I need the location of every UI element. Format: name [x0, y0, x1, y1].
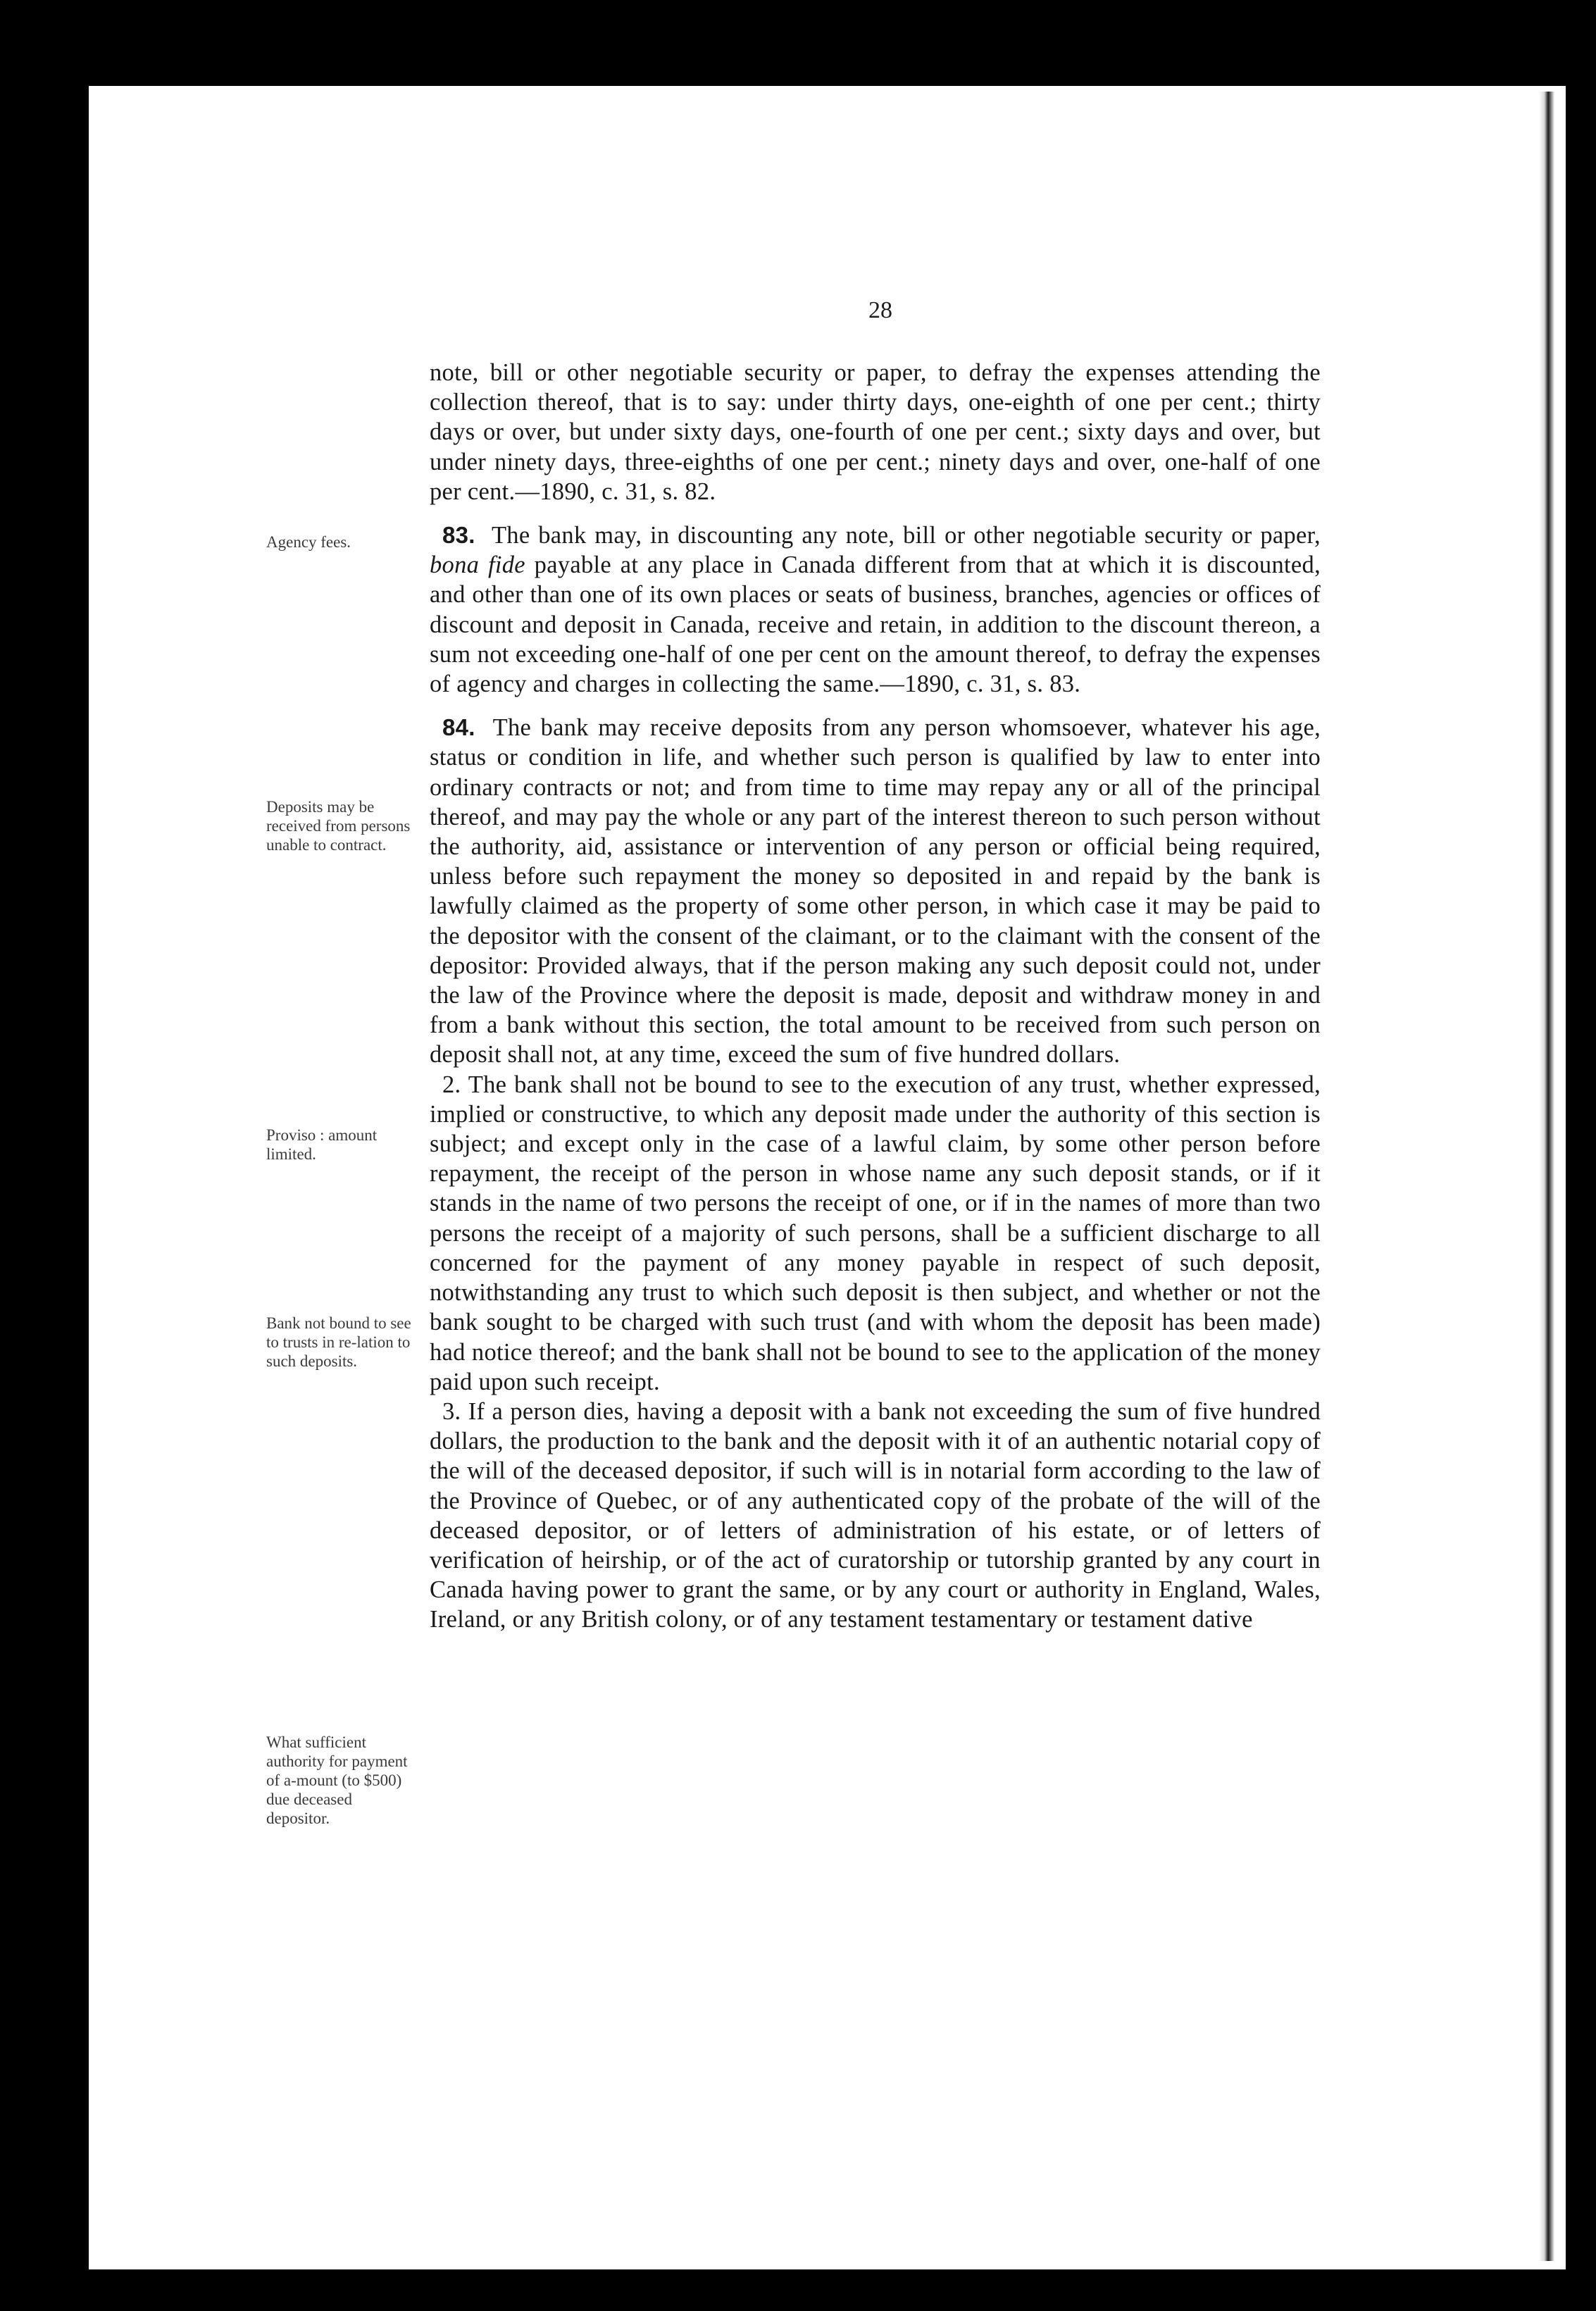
- section-84: [430, 713, 1321, 1069]
- page-number: 28: [868, 297, 892, 323]
- section-83-latin: bona fide: [430, 552, 525, 579]
- body-text: [430, 358, 1321, 1635]
- margin-note-deposits: Deposits may be received from persons unable to contract.: [266, 798, 411, 854]
- margin-note-proviso: Proviso : amount limited.: [266, 1126, 378, 1163]
- margin-note-agency-fees: Agency fees.: [266, 533, 351, 551]
- section-83-number: 83.: [442, 522, 475, 549]
- section-83-text-1: The bank may, in discounting any note, bill or other negotiable security or paper,: [491, 522, 1321, 549]
- section-84-number: 84.: [442, 714, 475, 741]
- section-84-text: The bank may receive deposits from any person whomsoever, whatever his age, status or condition in life, and whether such person is qualified by law to enter into ordinary contracts or not; and from time to time may repay any or all of the principal thereof, and may pay the whole or any part of the interest thereon to such person without the authority, aid, assistance or intervention of any person or official being required, unless before such repayment the money so deposited in and repaid by the bank is lawfully claimed as the property of some other person, in which case it may be paid to the depositor with the consent of the claimant, or to the claimant with the consent of the depositor: Provided always, that if the person making any such deposit could not, under the law of the Province where the deposit is made, deposit and withdraw money in and from a bank without this section, the total amount to be received from such person on deposit shall not, at any time, exceed the sum of five hundred dollars.: [430, 714, 1321, 1069]
- section-84-subsection-2: 2. The bank shall not be bound to see to the execution of any trust, whether expressed, implied or constructive, to which any deposit made under the authority of this section is subject; and except only in the case of a lawful claim, by some other person before repayment, the receipt of the person in whose name any such deposit stands, or if it stands in the name of two persons the receipt of one, or if in the names of more than two persons the receipt of a majority of such persons, shall be a sufficient discharge to all concerned for the payment of any money payable in respect of such deposit, notwithstanding any trust to which such deposit is then subject, and whether or not the bank sought to be charged with such trust (and with whom the deposit has been made) had notice thereof; and the bank shall not be bound to see to the application of the money paid upon such receipt.: [430, 1071, 1321, 1395]
- section-84-subsection-3: 3. If a person dies, having a deposit with a bank not exceeding the sum of five hundred dollars, the production to the bank and the deposit with it of an authentic notarial copy of the will of the deceased depositor, if such will is in notarial form according to the law of the Province of Quebec, or of any authenticated copy of the probate of the will of the deceased depositor, or of letters of administration of his estate, or of letters of verification of heirship, or of the act of curatorship or tutorship granted by any court in Canada having power to grant the same, or by any court or authority in England, Wales, Ireland, or any British colony, or of any testament testamentary or testament dative: [430, 1397, 1321, 1633]
- section-83-text-2: payable at any place in Canada different from that at which it is discounted, and other than one of its own places or seats of business, branches, agencies or offices of discount and deposit in Canada, receive and retain, in addition to the discount thereon, a sum not exceeding one-half of one per cent on the amount thereof, to defray the expenses of agency and charges in collecting the same.—1890, c. 31, s. 83.: [430, 552, 1321, 698]
- margin-note-bank-not-bound: Bank not bound to see to trusts in re-lation to such deposits.: [266, 1314, 411, 1370]
- section-83: [430, 521, 1321, 699]
- margin-note-what-sufficient: What sufficient authority for payment of a-mount (to $500) due deceased depositor.: [266, 1733, 408, 1827]
- page-edge: [1539, 92, 1554, 2261]
- paragraph-continuation: note, bill or other negotiable security or paper, to defray the expenses attending the collection thereof, that is to say: under thirty days, one-eighth of one per cent.; thirty days or over, but under sixty days, one-fourth of one per cent.; sixty days and over, but under ninety days, three-eighths of one per cent.; ninety days and over, one-half of one per cent.—1890, c. 31, s. 82.: [430, 359, 1321, 505]
